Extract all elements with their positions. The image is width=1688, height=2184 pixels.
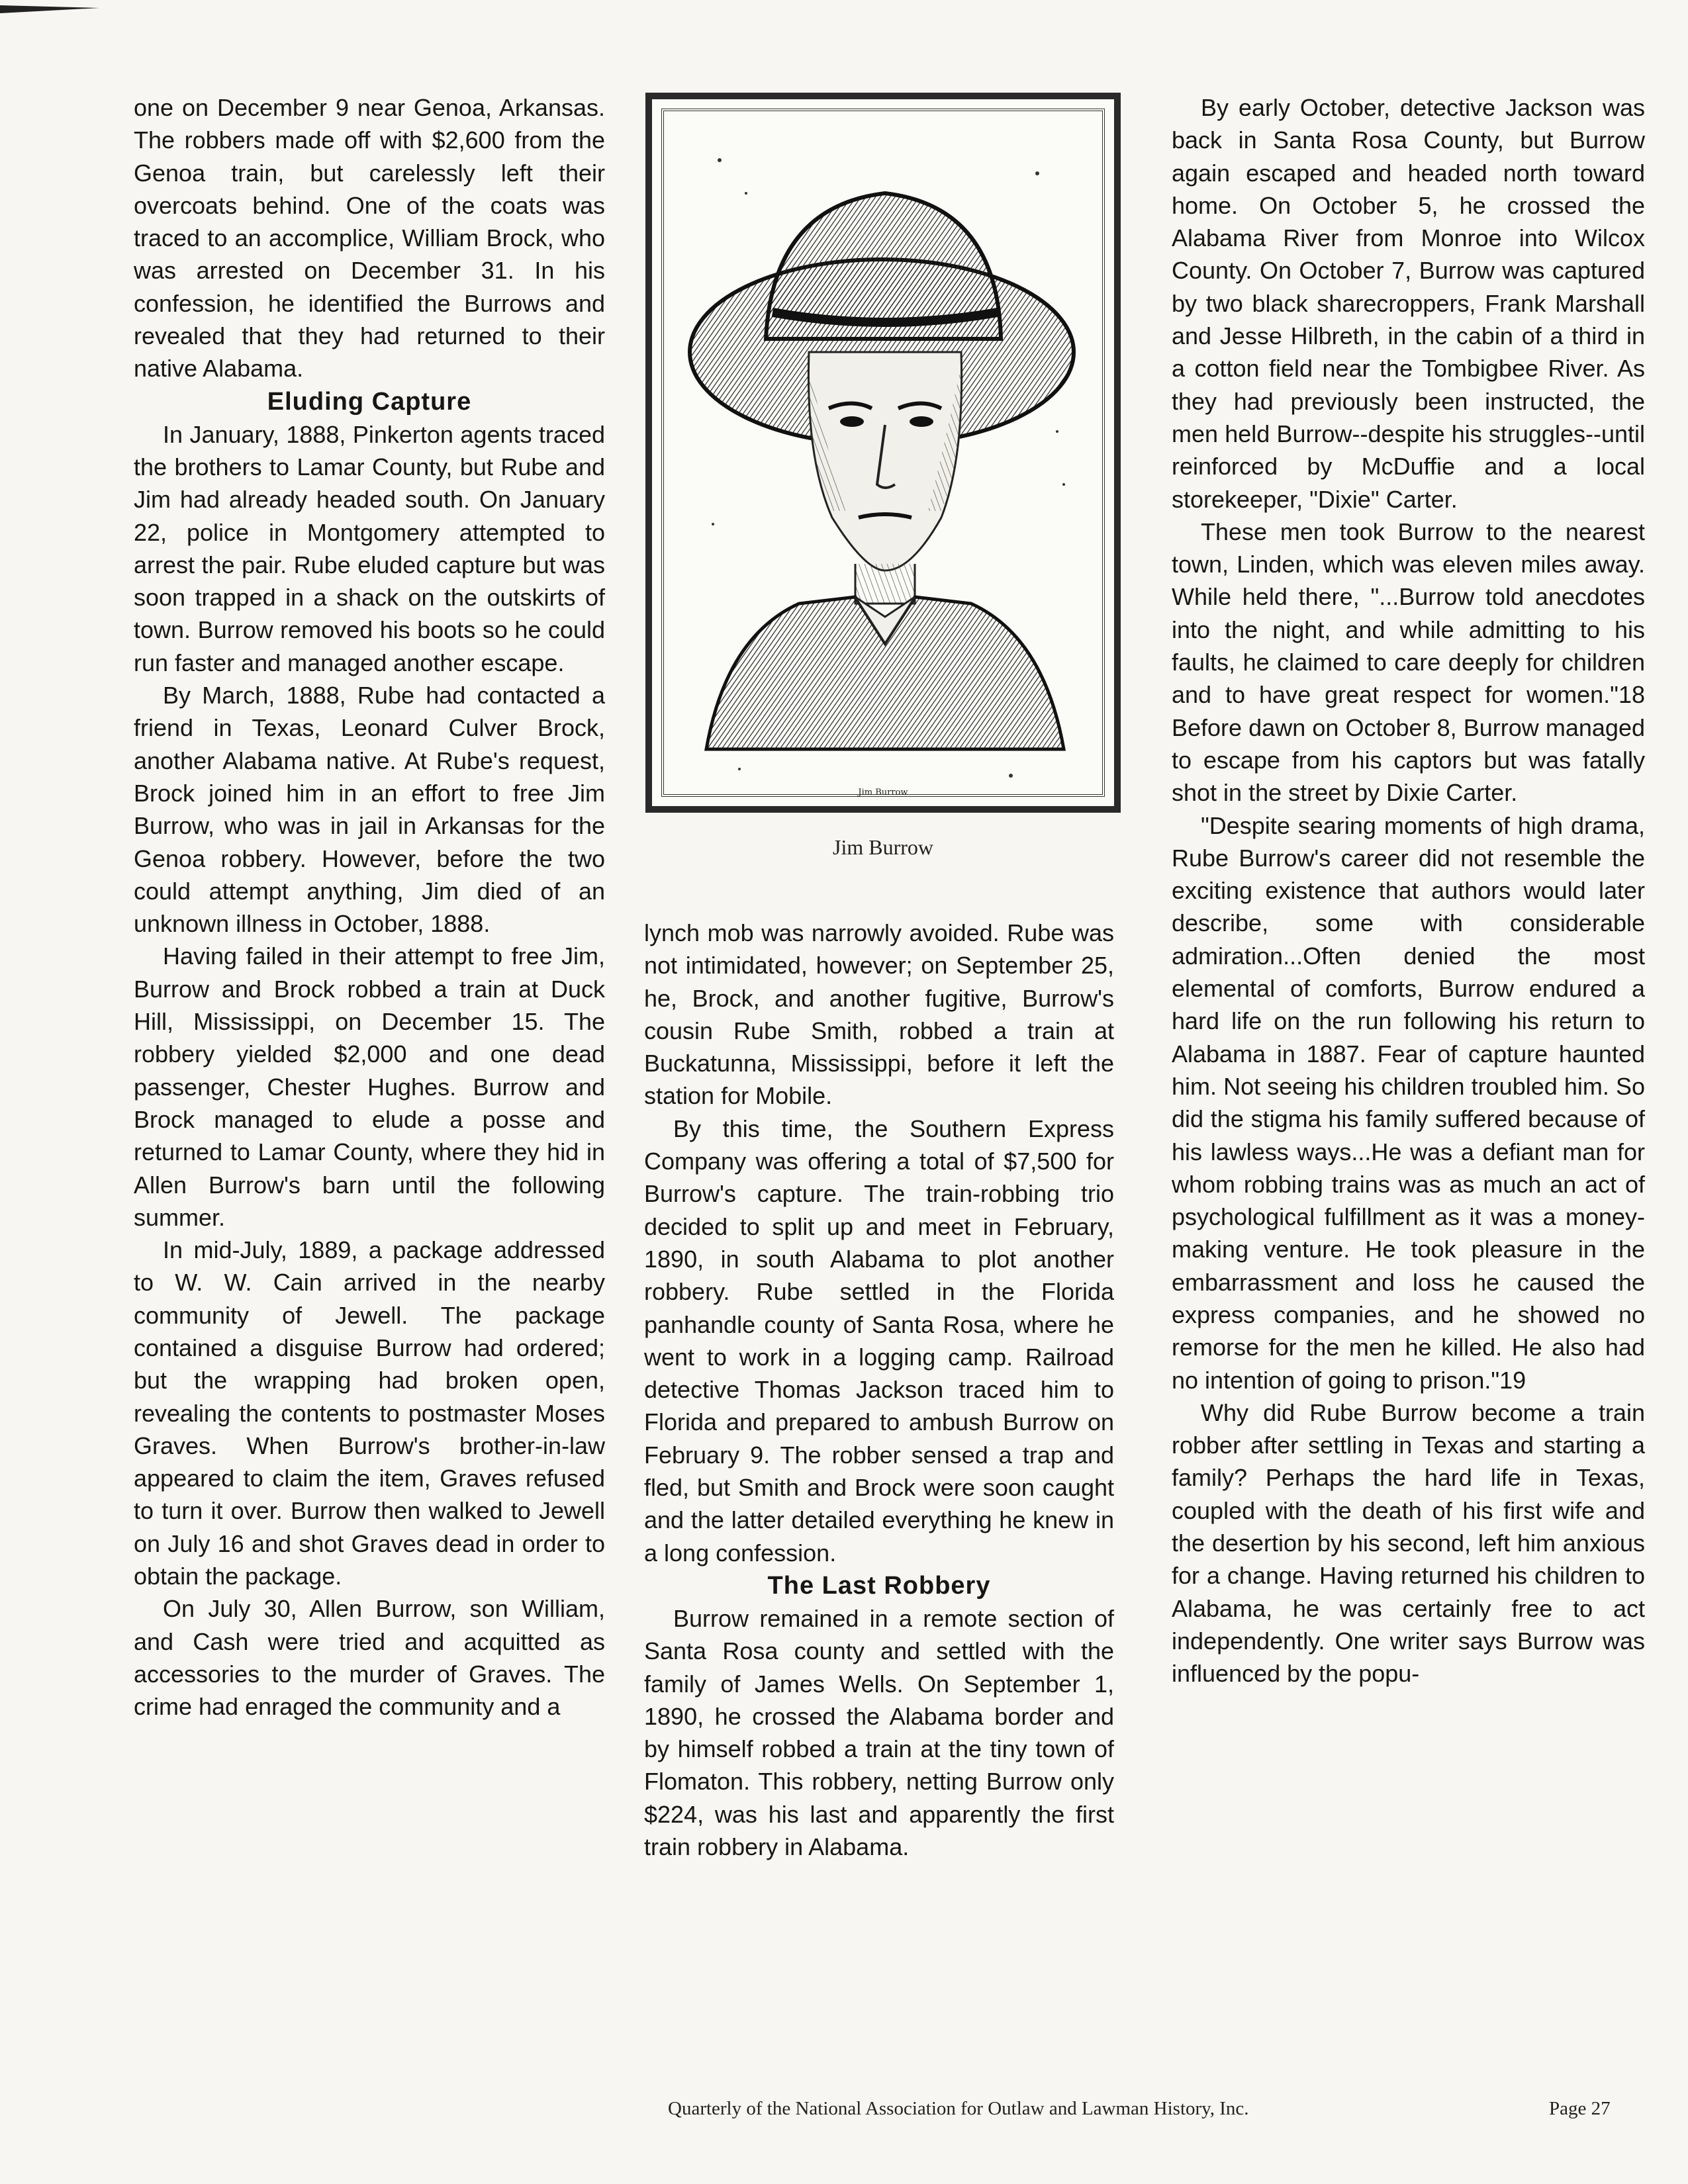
jim-burrow-portrait	[667, 114, 1100, 792]
paragraph: By March, 1888, Rube had contacted a friend in Texas, Leonard Culver Brock, another Alabama native. At Rube's request, Brock joined him in an effort to free Jim Burrow, who was in jail in Arkansas for the Genoa robbery. However, before the two could attempt anything, Jim died of an unknown illness in October, 1888.	[134, 682, 605, 938]
paragraph: In mid-July, 1889, a package addressed to W. W. Cain arrived in the nearby community of Jewell. The package contained a disguise Burrow had ordered; but the wrapping had broken open, revealing the contents to postmaster Moses Graves. When Burrow's brother-in-law appeared to claim the item, Graves refused to turn it over. Burrow then walked to Jewell on July 16 and shot Graves dead in order to obtain the package.	[134, 1236, 605, 1590]
paragraph: "Despite searing moments of high drama, Rube Burrow's career did not resemble the exciting existence that authors would later describe, some with considerable admiration...Often denied the most elemental of comforts, Burrow endured a hard life on the run following his return to Alabama in 1887. Fear of capture haunted him. Not seeing his children troubled him. So did the stigma his family suffered because of his lawless ways...He was a defiant man for whom robbing trains was as much an act of psychological fulfillment as it was a money-making venture. He took pleasure in the embarrassment and loss he caused the express companies, and he showed no remorse for the men he killed. He also had no intention of going to prison."19	[1172, 811, 1645, 1394]
paragraph: lynch mob was narrowly avoided. Rube was not intimidated, however; on September 25, he, Brock, and another fugitive, Burrow's cousin Rube Smith, robbed a train at Buckatunna, Mississippi, before it left the station for Mobile.	[644, 919, 1114, 1110]
article-column-1	[134, 91, 605, 1723]
paragraph: Why did Rube Burrow become a train robber after settling in Texas and starting a family? Perhaps the hard life in Texas, coupled with the death of his first wife and the desertion by his second, left him anxious for a change. Having returned his children to Alabama, he was certainly free to act independently. One writer says Burrow was influenced by the popu-	[1172, 1398, 1645, 1688]
section-heading-last-robbery: The Last Robbery	[767, 1571, 991, 1600]
paragraph: Having failed in their attempt to free Jim, Burrow and Brock robbed a train at Duck Hill, Mississippi, on December 15. The robbery yielded $2,000 and one dead passenger, Chester Hughes. Burrow and Brock managed to elude a posse and returned to Lamar County, where they hid in Allen Burrow's barn until the following summer.	[134, 942, 605, 1231]
article-column-3	[1172, 91, 1645, 1690]
footer-publication: Quarterly of the National Association for Outlaw and Lawman History, Inc.	[668, 2098, 1249, 2119]
corner-scan-mark	[0, 0, 99, 26]
portrait-frame	[645, 93, 1121, 813]
paragraph: By early October, detective Jackson was back in Santa Rosa County, but Burrow again escaped and headed north toward home. On October 5, he crossed the Alabama River from Monroe into Wilcox County. On October 7, Burrow was captured by two black sharecroppers, Frank Marshall and Jesse Hilbreth, in the cabin of a third in a cotton field near the Tombigbee River. As they had previously been instructed, the men held Burrow--despite his struggles--until reinforced by McDuffie and a local storekeeper, "Dixie" Carter.	[1172, 94, 1645, 513]
paragraph: These men took Burrow to the nearest town, Linden, which was eleven miles away. While held there, "...Burrow told anecdotes into the night, and while admitting to his faults, he claimed to care deeply for children and to have great respect for women."18 Before dawn on October 8, Burrow managed to escape from his captors but was fatally shot in the street by Dixie Carter.	[1172, 518, 1645, 807]
paragraph: one on December 9 near Genoa, Arkansas. The robbers made off with $2,600 from the Genoa train, but carelessly left their overcoats behind. One of the coats was traced to an accomplice, William Brock, who was arrested on December 31. In his confession, he identified the Burrows and revealed that they had returned to their native Alabama.	[134, 94, 605, 383]
section-heading-eluding-capture: Eluding Capture	[267, 387, 472, 416]
article-column-2	[644, 917, 1114, 1863]
photo-caption: Jim Burrow	[833, 835, 933, 859]
plate-label: Jim Burrow	[858, 788, 908, 797]
paragraph: By this time, the Southern Express Company was offering a total of $7,500 for Burrow's capture. The train-robbing trio decided to split up and meet in February, 1890, in south Alabama to plot another robbery. Rube settled in the Florida panhandle county of Santa Rosa, where he went to work in a logging camp. Railroad detective Thomas Jackson traced him to Florida and prepared to ambush Burrow on February 9. The robber sensed a trap and fled, but Smith and Brock were soon caught and the latter detailed everything he knew in a long confession.	[644, 1115, 1114, 1567]
paragraph: Burrow remained in a remote section of Santa Rosa county and settled with the family of James Wells. On September 1, 1890, he crossed the Alabama border and by himself robbed a train at the tiny town of Flomaton. This robbery, netting Burrow only $224, was his last and apparently the first train robbery in Alabama.	[644, 1604, 1114, 1861]
paragraph: On July 30, Allen Burrow, son William, and Cash were tried and acquitted as accessories to the murder of Graves. The crime had enraged the community and a	[134, 1595, 605, 1721]
paragraph: In January, 1888, Pinkerton agents traced the brothers to Lamar County, but Rube and Jim had already headed south. On January 22, police in Montgomery attempted to arrest the pair. Rube eluded capture but was soon trapped in a shack on the outskirts of town. Burrow removed his boots so he could run faster and managed another escape.	[134, 420, 605, 676]
footer-page-number: Page 27	[1549, 2098, 1611, 2119]
